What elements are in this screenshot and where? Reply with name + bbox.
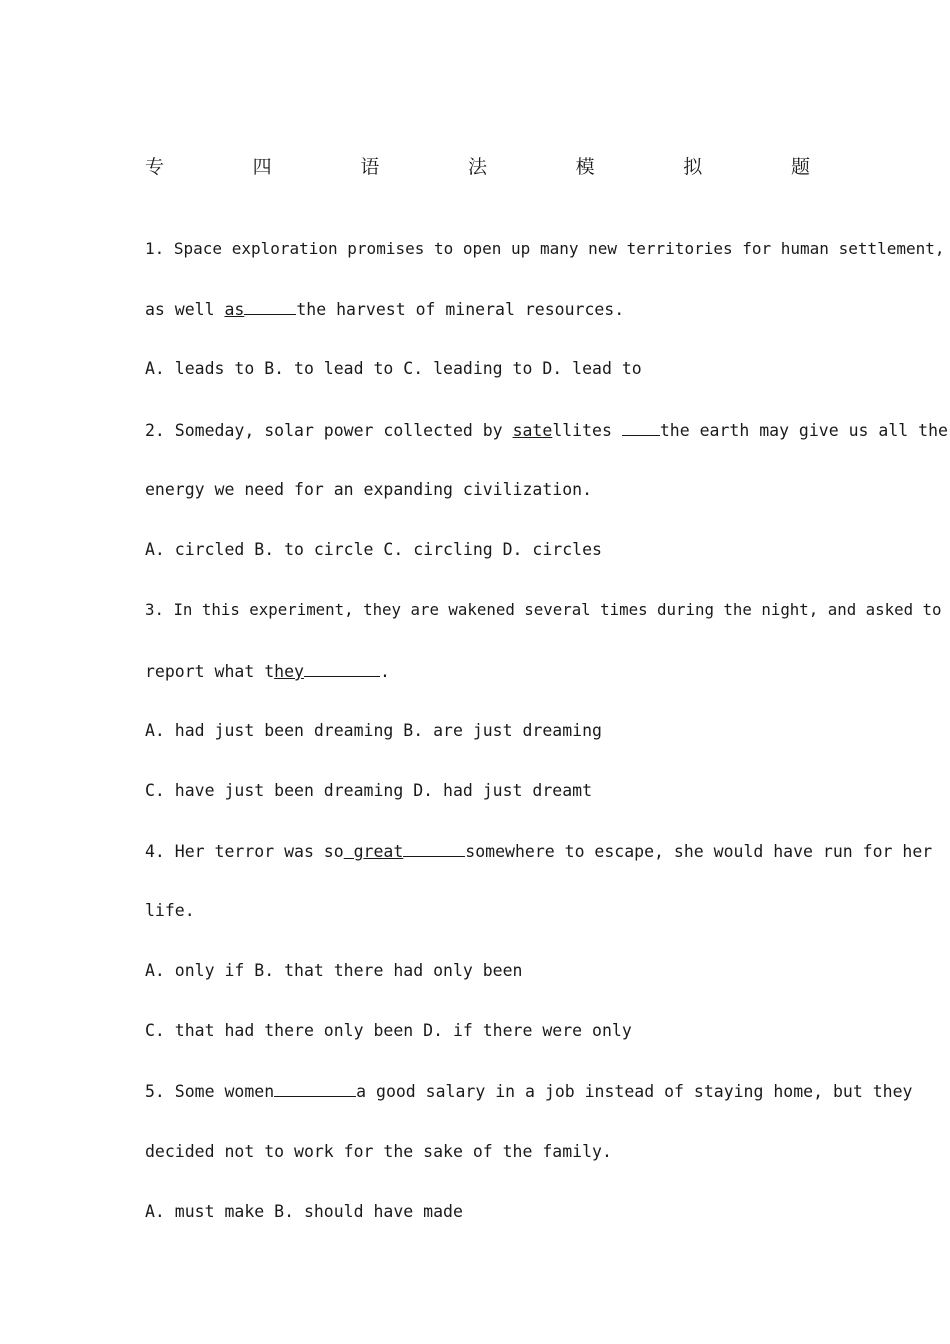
text-segment: somewhere to escape, she would have run for her — [465, 842, 933, 861]
underlined-word: hey — [274, 662, 304, 681]
title-char: 拟 — [683, 156, 703, 178]
underlined-word: as — [224, 300, 245, 319]
text-segment: 4. Her terror was so — [145, 842, 344, 861]
question-4-options-2: C. that had there only been D. if there were only — [145, 1021, 632, 1040]
question-3-text-line-2 — [145, 660, 390, 683]
answer-blank — [304, 660, 380, 677]
question-5-text-line-1 — [145, 1080, 912, 1103]
question-1-text-line-1: 1. Space exploration promises to open up many new territories for human settlement, — [145, 239, 945, 258]
question-4-text-line-2: life. — [145, 901, 195, 920]
title-char: 四 — [252, 156, 272, 178]
text-segment: the harvest of mineral resources. — [296, 300, 625, 319]
text-segment: 5. Some women — [145, 1082, 275, 1101]
question-5-text-line-2: decided not to work for the sake of the family. — [145, 1142, 612, 1161]
question-3-options-2: C. have just been dreaming D. had just dreamt — [145, 781, 593, 800]
question-2-options: A. circled B. to circle C. circling D. circles — [145, 540, 602, 559]
title-char: 法 — [467, 156, 487, 178]
question-1-text-line-2 — [145, 298, 624, 321]
text-segment: llites — [552, 421, 622, 440]
underlined-word: great — [343, 842, 404, 861]
title-char: 语 — [360, 156, 380, 178]
text-segment: as well — [145, 300, 225, 319]
answer-blank — [244, 298, 296, 315]
answer-blank — [274, 1080, 356, 1097]
text-segment: the earth may give us all the — [659, 421, 948, 440]
title-char: 题 — [790, 156, 810, 178]
text-segment: a good salary in a job instead of staying home, but they — [356, 1082, 913, 1101]
answer-blank — [403, 840, 465, 857]
question-2-text-line-2: energy we need for an expanding civilization. — [145, 480, 593, 499]
underlined-word: sate — [512, 421, 553, 440]
text-segment: . — [379, 662, 390, 681]
text-segment: 2. Someday, solar power collected by — [145, 421, 513, 440]
title-char: 专 — [145, 156, 165, 178]
question-2-text-line-1 — [145, 419, 948, 442]
question-4-options-1: A. only if B. that there had only been — [145, 961, 523, 980]
question-3-text-line-1: 3. In this experiment, they are wakened several times during the night, and asked to — [145, 600, 942, 619]
page-title — [145, 152, 810, 182]
text-segment: report what t — [145, 662, 275, 681]
question-5-options-1: A. must make B. should have made — [145, 1202, 463, 1221]
answer-blank — [622, 419, 660, 436]
question-4-text-line-1 — [145, 840, 932, 863]
question-3-options-1: A. had just been dreaming B. are just dreaming — [145, 721, 602, 740]
title-char: 模 — [575, 156, 595, 178]
question-1-options: A. leads to B. to lead to C. leading to D. lead to — [145, 359, 642, 378]
